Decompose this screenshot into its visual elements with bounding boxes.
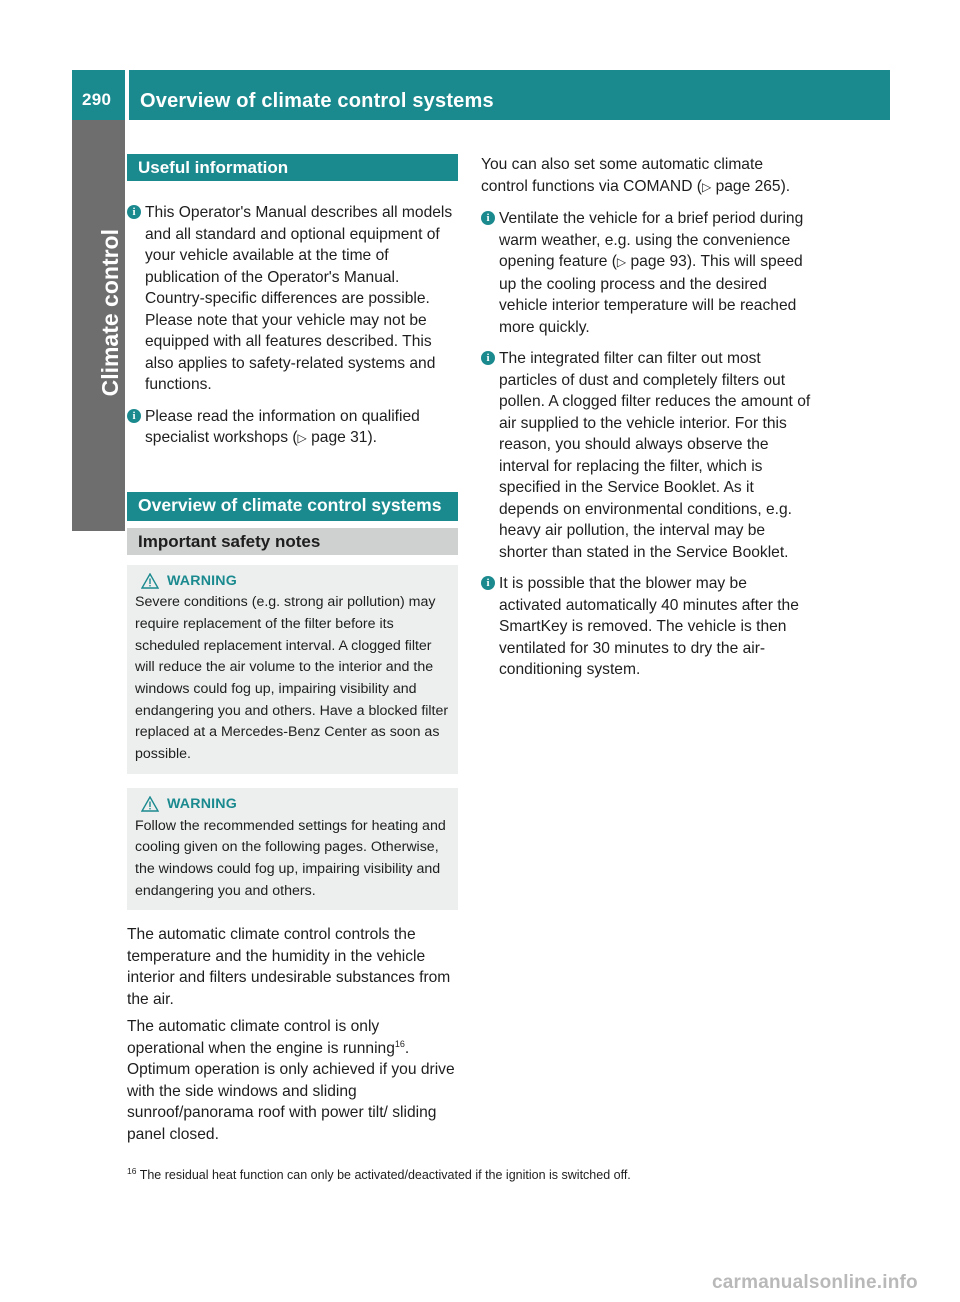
- warning-title: [135, 571, 452, 593]
- info-note: [481, 348, 812, 563]
- warning-box: [127, 788, 458, 911]
- footnote-text: The residual heat function can only be activated/deactivated if the ignition is switched off.: [139, 1168, 631, 1182]
- body-paragraph: The automatic climate control controls the temperature and the humidity in the vehicle interior and filters undesirable substances from the air.: [127, 926, 451, 1008]
- xref-arrow-icon: ▷: [297, 431, 307, 445]
- left-column: [127, 154, 458, 1145]
- safety-notes-heading: Important safety notes: [127, 528, 458, 555]
- xref-arrow-icon: ▷: [616, 255, 627, 269]
- page-reference-link[interactable]: page 265).: [715, 177, 791, 195]
- info-note: [127, 406, 458, 450]
- info-text: Please read the information on qualified specialist workshops (: [145, 407, 420, 446]
- running-title: Overview of climate control systems: [140, 90, 494, 112]
- header-divider: [125, 70, 129, 120]
- info-icon: i: [127, 409, 141, 423]
- info-text: Ventilate the vehicle for a brief period during warm weather, e.g. using the convenience opening feature (: [499, 210, 804, 270]
- footnote-number: 16: [127, 1165, 137, 1176]
- chapter-tab[interactable]: [72, 120, 125, 531]
- body-paragraph: [481, 154, 812, 198]
- warning-label: WARNING: [167, 572, 237, 589]
- warning-triangle-icon: [141, 796, 159, 812]
- body-text: You can also set some automatic climate control functions via COMAND (: [481, 156, 763, 195]
- info-icon: i: [481, 576, 495, 590]
- info-icon: i: [481, 351, 495, 365]
- xref-arrow-icon: ▷: [701, 179, 712, 194]
- info-icon: i: [127, 205, 141, 219]
- right-column: [481, 154, 812, 681]
- page-reference-link[interactable]: page 93).: [630, 253, 697, 270]
- overview-heading: Overview of climate control systems: [127, 492, 458, 521]
- info-note: [481, 208, 812, 338]
- info-text: This Operator's Manual describes all models and all standard and optional equipment of your vehicle available at the time of publication of the Operator's Manual. Country-specific differences are possible. Please note that your vehicle may not be equipped with all features described. This also applies to safety-related systems and functions.: [145, 204, 453, 393]
- warning-title: [135, 794, 452, 816]
- useful-info-heading: Useful information: [127, 154, 458, 181]
- body-text: . Optimum operation is only achieved if you drive with the side windows and sliding sunroof/panorama roof with power tilt/ sliding panel closed.: [127, 1039, 455, 1143]
- info-text: This will speed up the cooling process and the desired vehicle interior temperature will be reached more quickly.: [499, 253, 803, 336]
- chapter-tab-label: Climate control: [97, 229, 123, 397]
- footnote-marker[interactable]: 16: [394, 1038, 405, 1049]
- body-paragraph: [127, 1016, 458, 1145]
- page-reference-link[interactable]: page 31).: [311, 429, 378, 446]
- info-icon: i: [481, 211, 495, 225]
- footnote: [127, 1167, 887, 1183]
- info-text: It is possible that the blower may be activated automatically 40 minutes after the SmartKey is removed. The vehicle is then ventilated for 30 minutes to dry the air-conditioning system.: [499, 575, 799, 678]
- watermark: carmanualsonline.info: [712, 1272, 918, 1293]
- page-number: 290: [82, 90, 112, 109]
- warning-text: Follow the recommended settings for heating and cooling given on the following pages. Otherwise, the windows could fog up, impairing visibility and endangering you and others.: [135, 817, 446, 899]
- warning-label: WARNING: [167, 795, 237, 812]
- body-text: The automatic climate control is only operational when the engine is running: [127, 1018, 395, 1057]
- info-note: [127, 202, 458, 396]
- info-text: The integrated filter can filter out most particles of dust and completely filters out pollen. A clogged filter reduces the amount of air supplied to the vehicle interior. For this reason, you should always observe the interval for replacing the filter, which is specified in the Service Booklet. As it depends on environmental conditions, e.g. heavy air pollution, the interval may be shorter than stated in the Service Booklet.: [499, 350, 811, 561]
- page-header: [72, 70, 890, 120]
- warning-triangle-icon: [141, 573, 159, 589]
- warning-box: [127, 565, 458, 774]
- warning-text: Severe conditions (e.g. strong air pollution) may require replacement of the filter before its scheduled replacement interval. A clogged filter will reduce the air volume to the interior and the windows could fog up, impairing visibility and endangering you and others. Have a blocked filter replaced at a Mercedes-Benz Center as soon as possible.: [135, 594, 449, 763]
- info-note: [481, 573, 812, 681]
